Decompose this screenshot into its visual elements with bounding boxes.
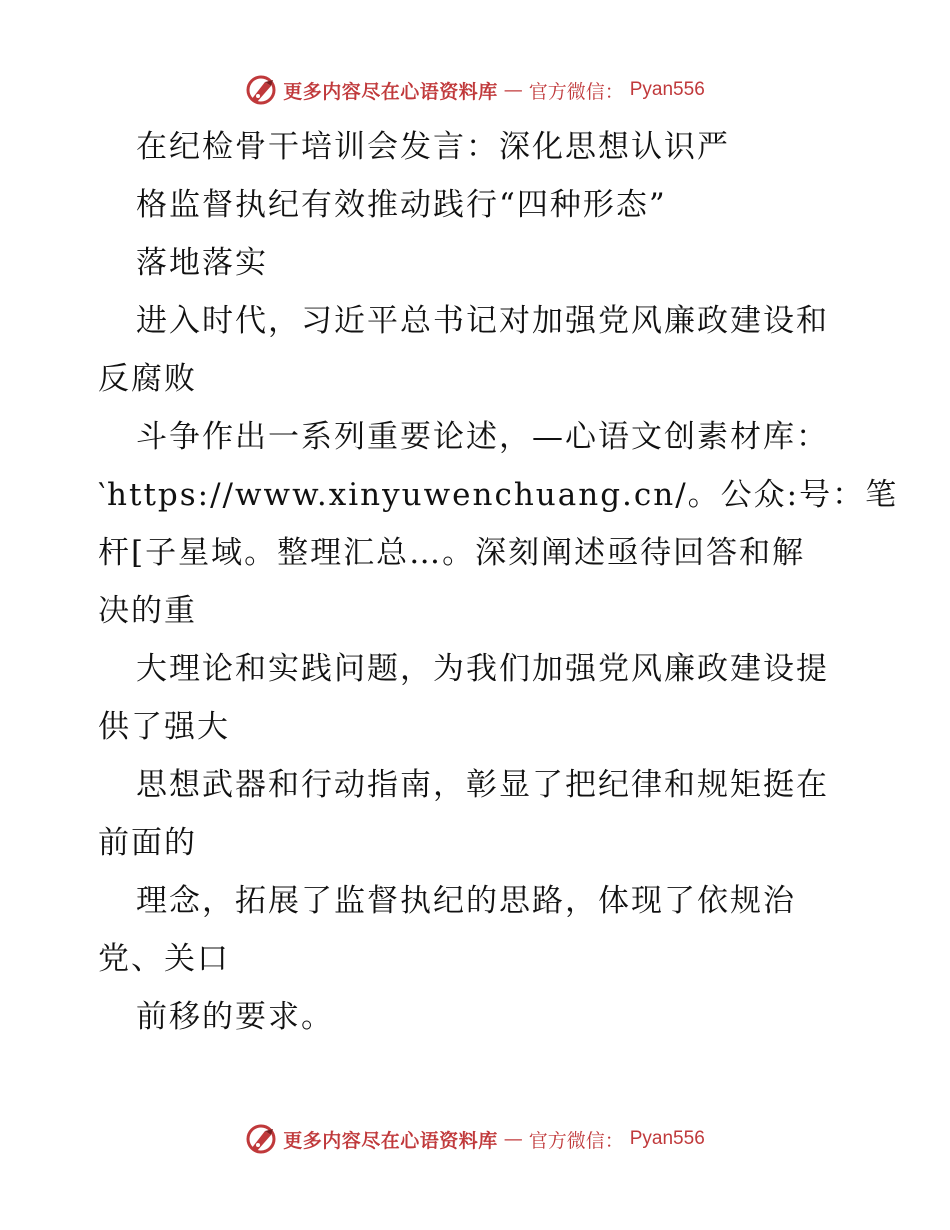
banner-dash: — <box>503 1128 523 1150</box>
banner-wechat-id: Pyan556 <box>629 79 705 100</box>
footer-banner <box>0 1119 950 1159</box>
text-line: 格监督执纪有效推动践行“四种形态” <box>136 187 667 223</box>
text-line: 反腐败 <box>98 361 197 397</box>
text-line: 落地落实 <box>136 245 268 281</box>
text-line: 杆[子星域。整理汇总…。深刻阐述亟待回答和解 <box>98 535 806 571</box>
pen-nib-logo-icon <box>245 1123 277 1155</box>
header-banner <box>0 70 950 110</box>
text-line: 大理论和实践问题，为我们加强党风廉政建设提 <box>136 651 829 687</box>
banner-dash: — <box>503 79 523 101</box>
text-line: 党、关口 <box>98 941 230 977</box>
text-line: 在纪检骨干培训会发言：深化思想认识严 <box>136 129 730 165</box>
text-line: 决的重 <box>98 593 197 629</box>
text-line: 供了强大 <box>98 709 230 745</box>
text-line: 前移的要求。 <box>136 999 334 1035</box>
document-body <box>98 118 899 1046</box>
pen-nib-logo-icon <box>245 74 277 106</box>
text-line: 进入时代，习近平总书记对加强党风廉政建设和 <box>136 303 829 339</box>
text-line: 前面的 <box>98 825 197 861</box>
text-line: ‵https://www.xinyuwenchuang.cn/。公众:号：笔 <box>98 477 899 513</box>
banner-contact-label: 官方微信： <box>528 1129 624 1152</box>
text-line: 理念，拓展了监督执纪的思路，体现了依规治 <box>136 883 796 919</box>
banner-contact-label: 官方微信： <box>528 80 624 103</box>
text-line: 思想武器和行动指南，彰显了把纪律和规矩挺在 <box>136 767 829 803</box>
text-line: 斗争作出一系列重要论述，—心语文创素材库： <box>136 419 829 455</box>
banner-brand-text: 更多内容尽在心语资料库 <box>283 1129 498 1152</box>
banner-brand-text: 更多内容尽在心语资料库 <box>283 80 498 103</box>
banner-wechat-id: Pyan556 <box>629 1128 705 1149</box>
